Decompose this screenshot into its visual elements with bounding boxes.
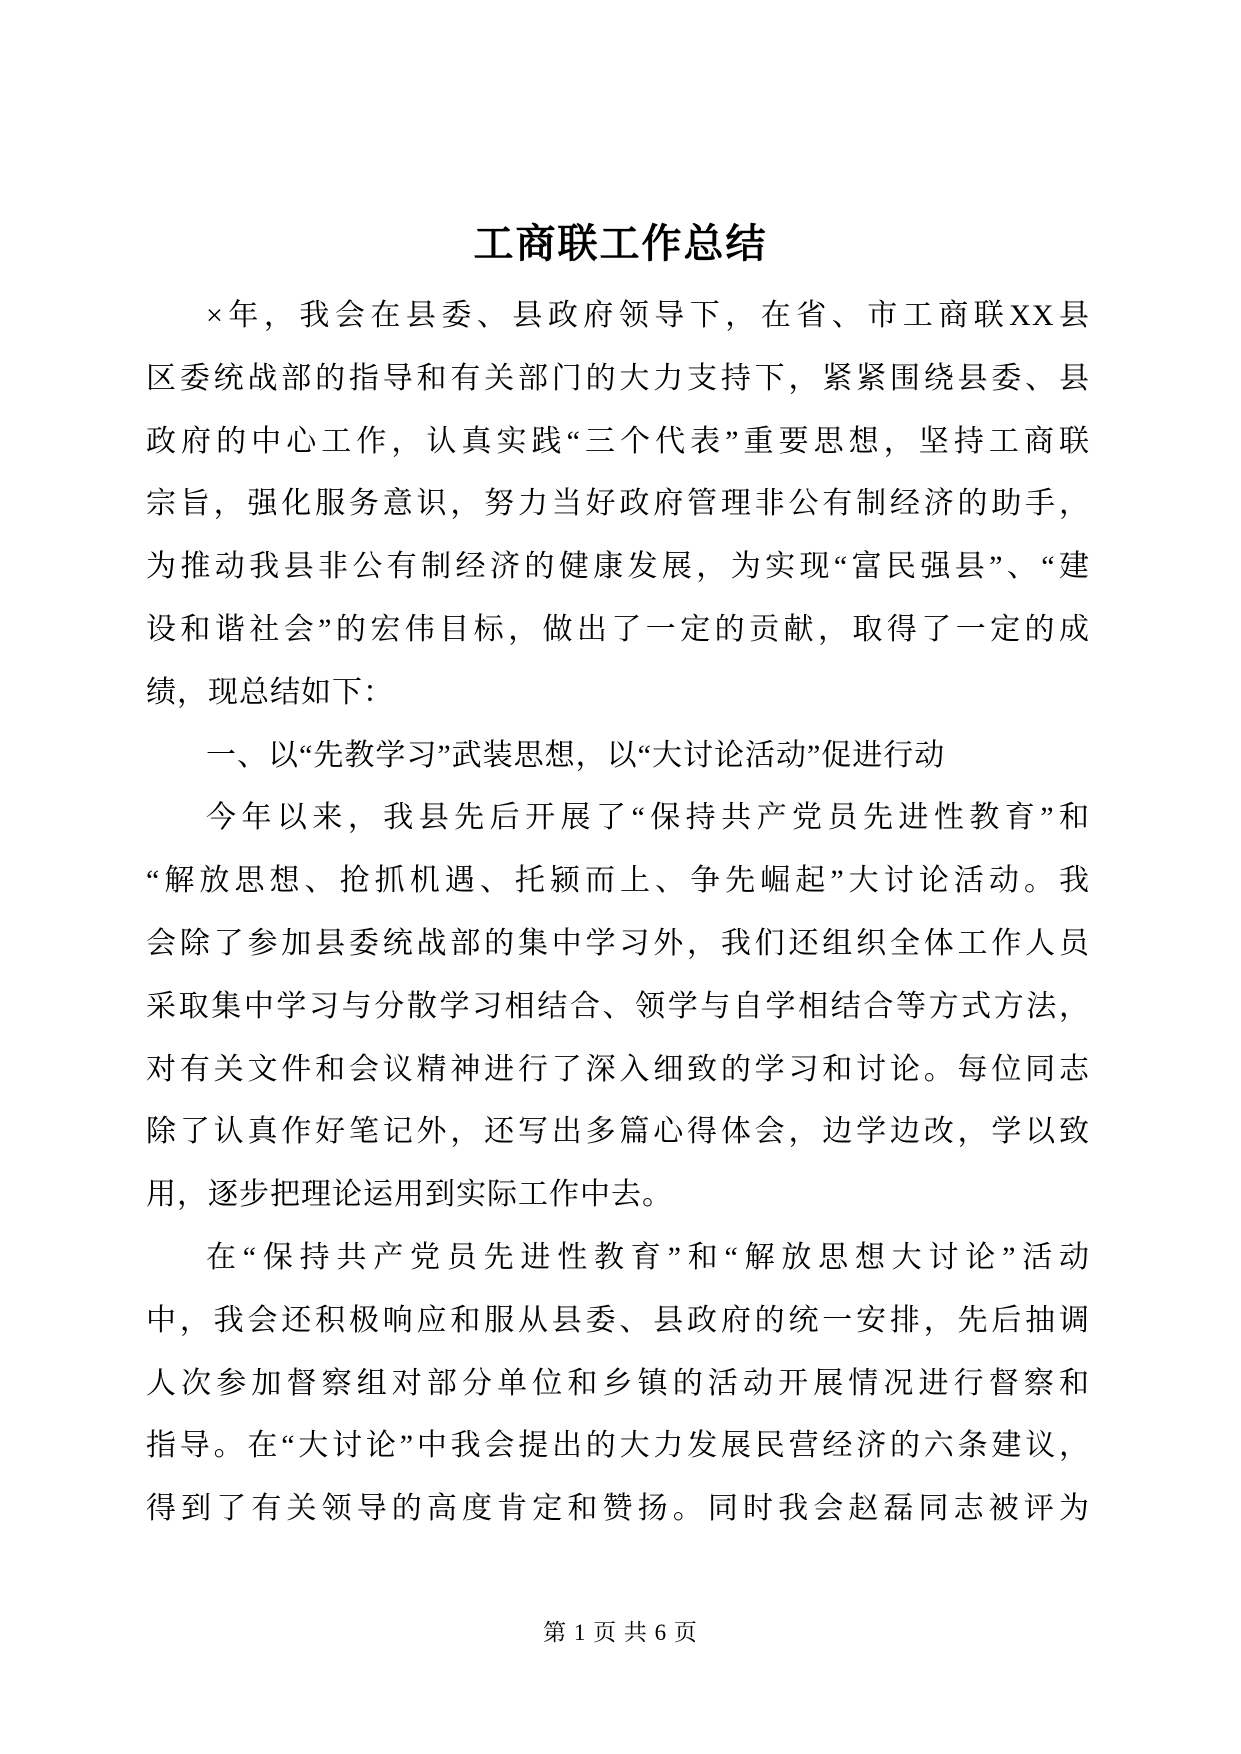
- document-line: 用，逐步把理论运用到实际工作中去。: [146, 1178, 673, 1212]
- document-line: “解放思想、抢抓机遇、托颍而上、争先崛起”大讨论活动。我: [146, 864, 1090, 898]
- document-line: 指导。在“大讨论”中我会提出的大力发展民营经济的六条建议，: [146, 1429, 1090, 1463]
- document-line: 除了认真作好笔记外，还写出多篇心得体会，边学边改，学以致: [146, 1115, 1090, 1149]
- document-line: 人次参加督察组对部分单位和乡镇的活动开展情况进行督察和: [146, 1366, 1090, 1400]
- document-line: 政府的中心工作，认真实践“三个代表”重要思想，坚持工商联: [146, 424, 1090, 458]
- document-line: 设和谐社会”的宏伟目标，做出了一定的贡献，取得了一定的成: [146, 612, 1090, 646]
- document-line: 对有关文件和会议精神进行了深入细致的学习和讨论。每位同志: [146, 1052, 1090, 1086]
- document-line: 为推动我县非公有制经济的健康发展，为实现“富民强县”、“建: [146, 550, 1090, 584]
- document-section-heading: 一、以“先教学习”武装思想，以“大讨论活动”促进行动: [206, 738, 946, 772]
- document-line: 会除了参加县委统战部的集中学习外，我们还组织全体工作人员: [146, 926, 1090, 960]
- document-line: ×年，我会在县委、县政府领导下，在省、市工商联XX县: [206, 299, 1090, 332]
- document-line: 得到了有关领导的高度肯定和赞扬。同时我会赵磊同志被评为: [146, 1492, 1090, 1526]
- page-number-footer: 第 1 页 共 6 页: [543, 1620, 698, 1645]
- document-line: 区委统战部的指导和有关部门的大力支持下，紧紧围绕县委、县: [146, 361, 1090, 395]
- document-line: 采取集中学习与分散学习相结合、领学与自学相结合等方式方法，: [146, 989, 1090, 1023]
- document-line: 在“保持共产党员先进性教育”和“解放思想大讨论”活动: [206, 1240, 1090, 1274]
- document-line: 中，我会还积极响应和服从县委、县政府的统一安排，先后抽调: [146, 1303, 1090, 1337]
- document-title: 工商联工作总结: [473, 221, 768, 266]
- document-line: 绩，现总结如下：: [146, 675, 394, 709]
- document-line: 今年以来，我县先后开展了“保持共产党员先进性教育”和: [206, 801, 1090, 835]
- document-body: [0, 285, 1241, 1541]
- document-line: 宗旨，强化服务意识，努力当好政府管理非公有制经济的助手，: [146, 487, 1090, 521]
